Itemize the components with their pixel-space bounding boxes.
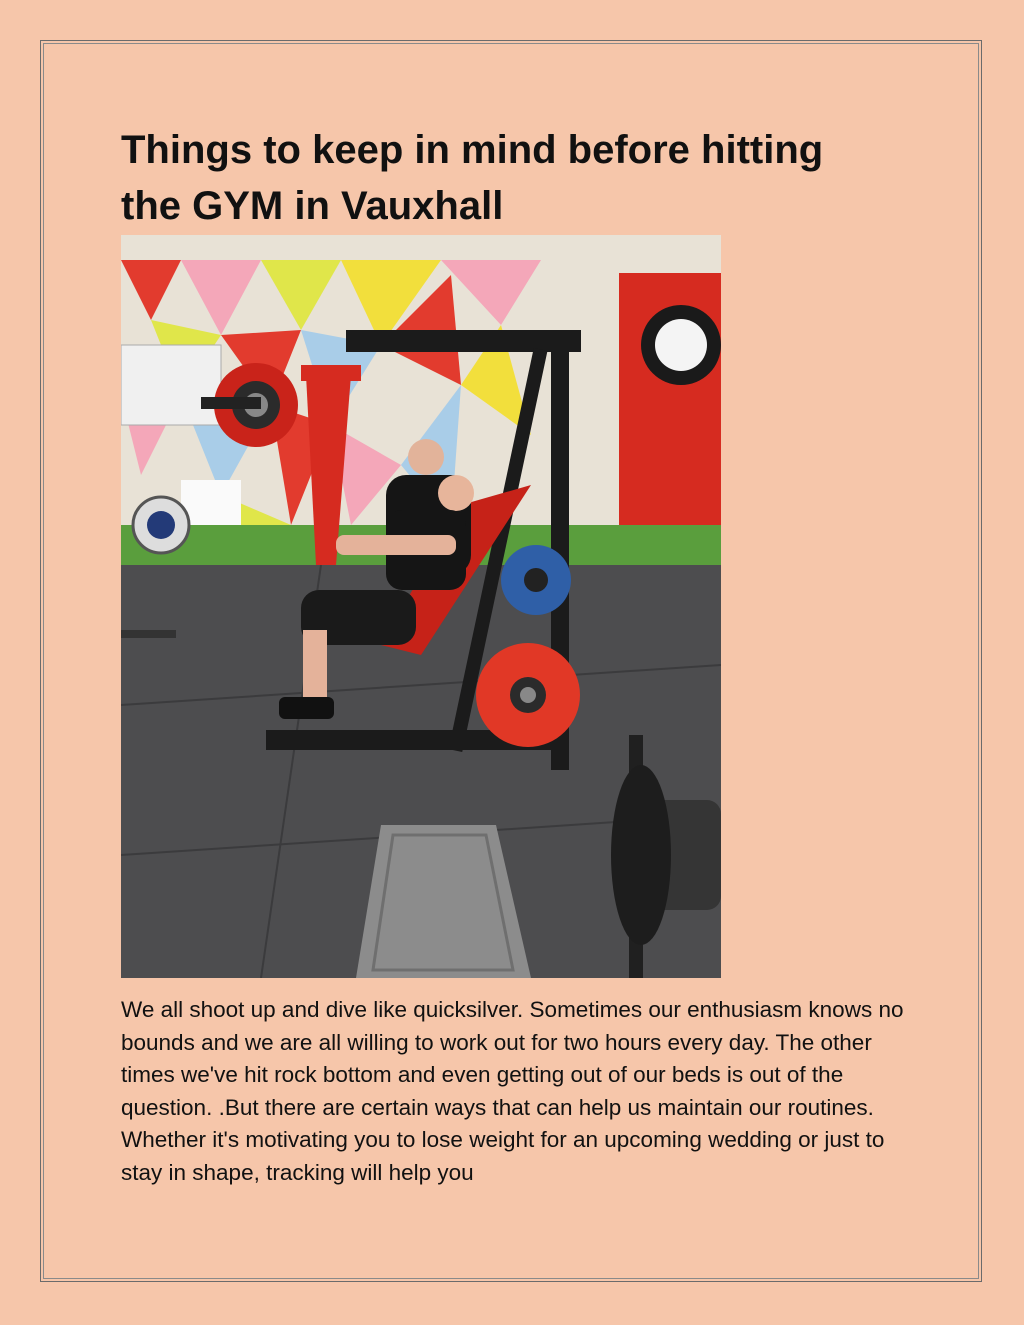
page-title: Things to keep in mind before hitting the GYM in Vauxhall xyxy=(121,128,824,228)
gym-photo xyxy=(121,235,721,978)
body-paragraph: We all shoot up and dive like quicksilver. Sometimes our enthusiasm knows no bounds and we are all willing to work out for two hours every day. The other times we've hit rock bottom and even getting out of our beds is out of the question. .But there are certain ways that can help us maintain our routines. Whether it's motivating you to lose weight for an upcoming wedding or just to stay in shape, tracking will help you xyxy=(121,997,904,1185)
